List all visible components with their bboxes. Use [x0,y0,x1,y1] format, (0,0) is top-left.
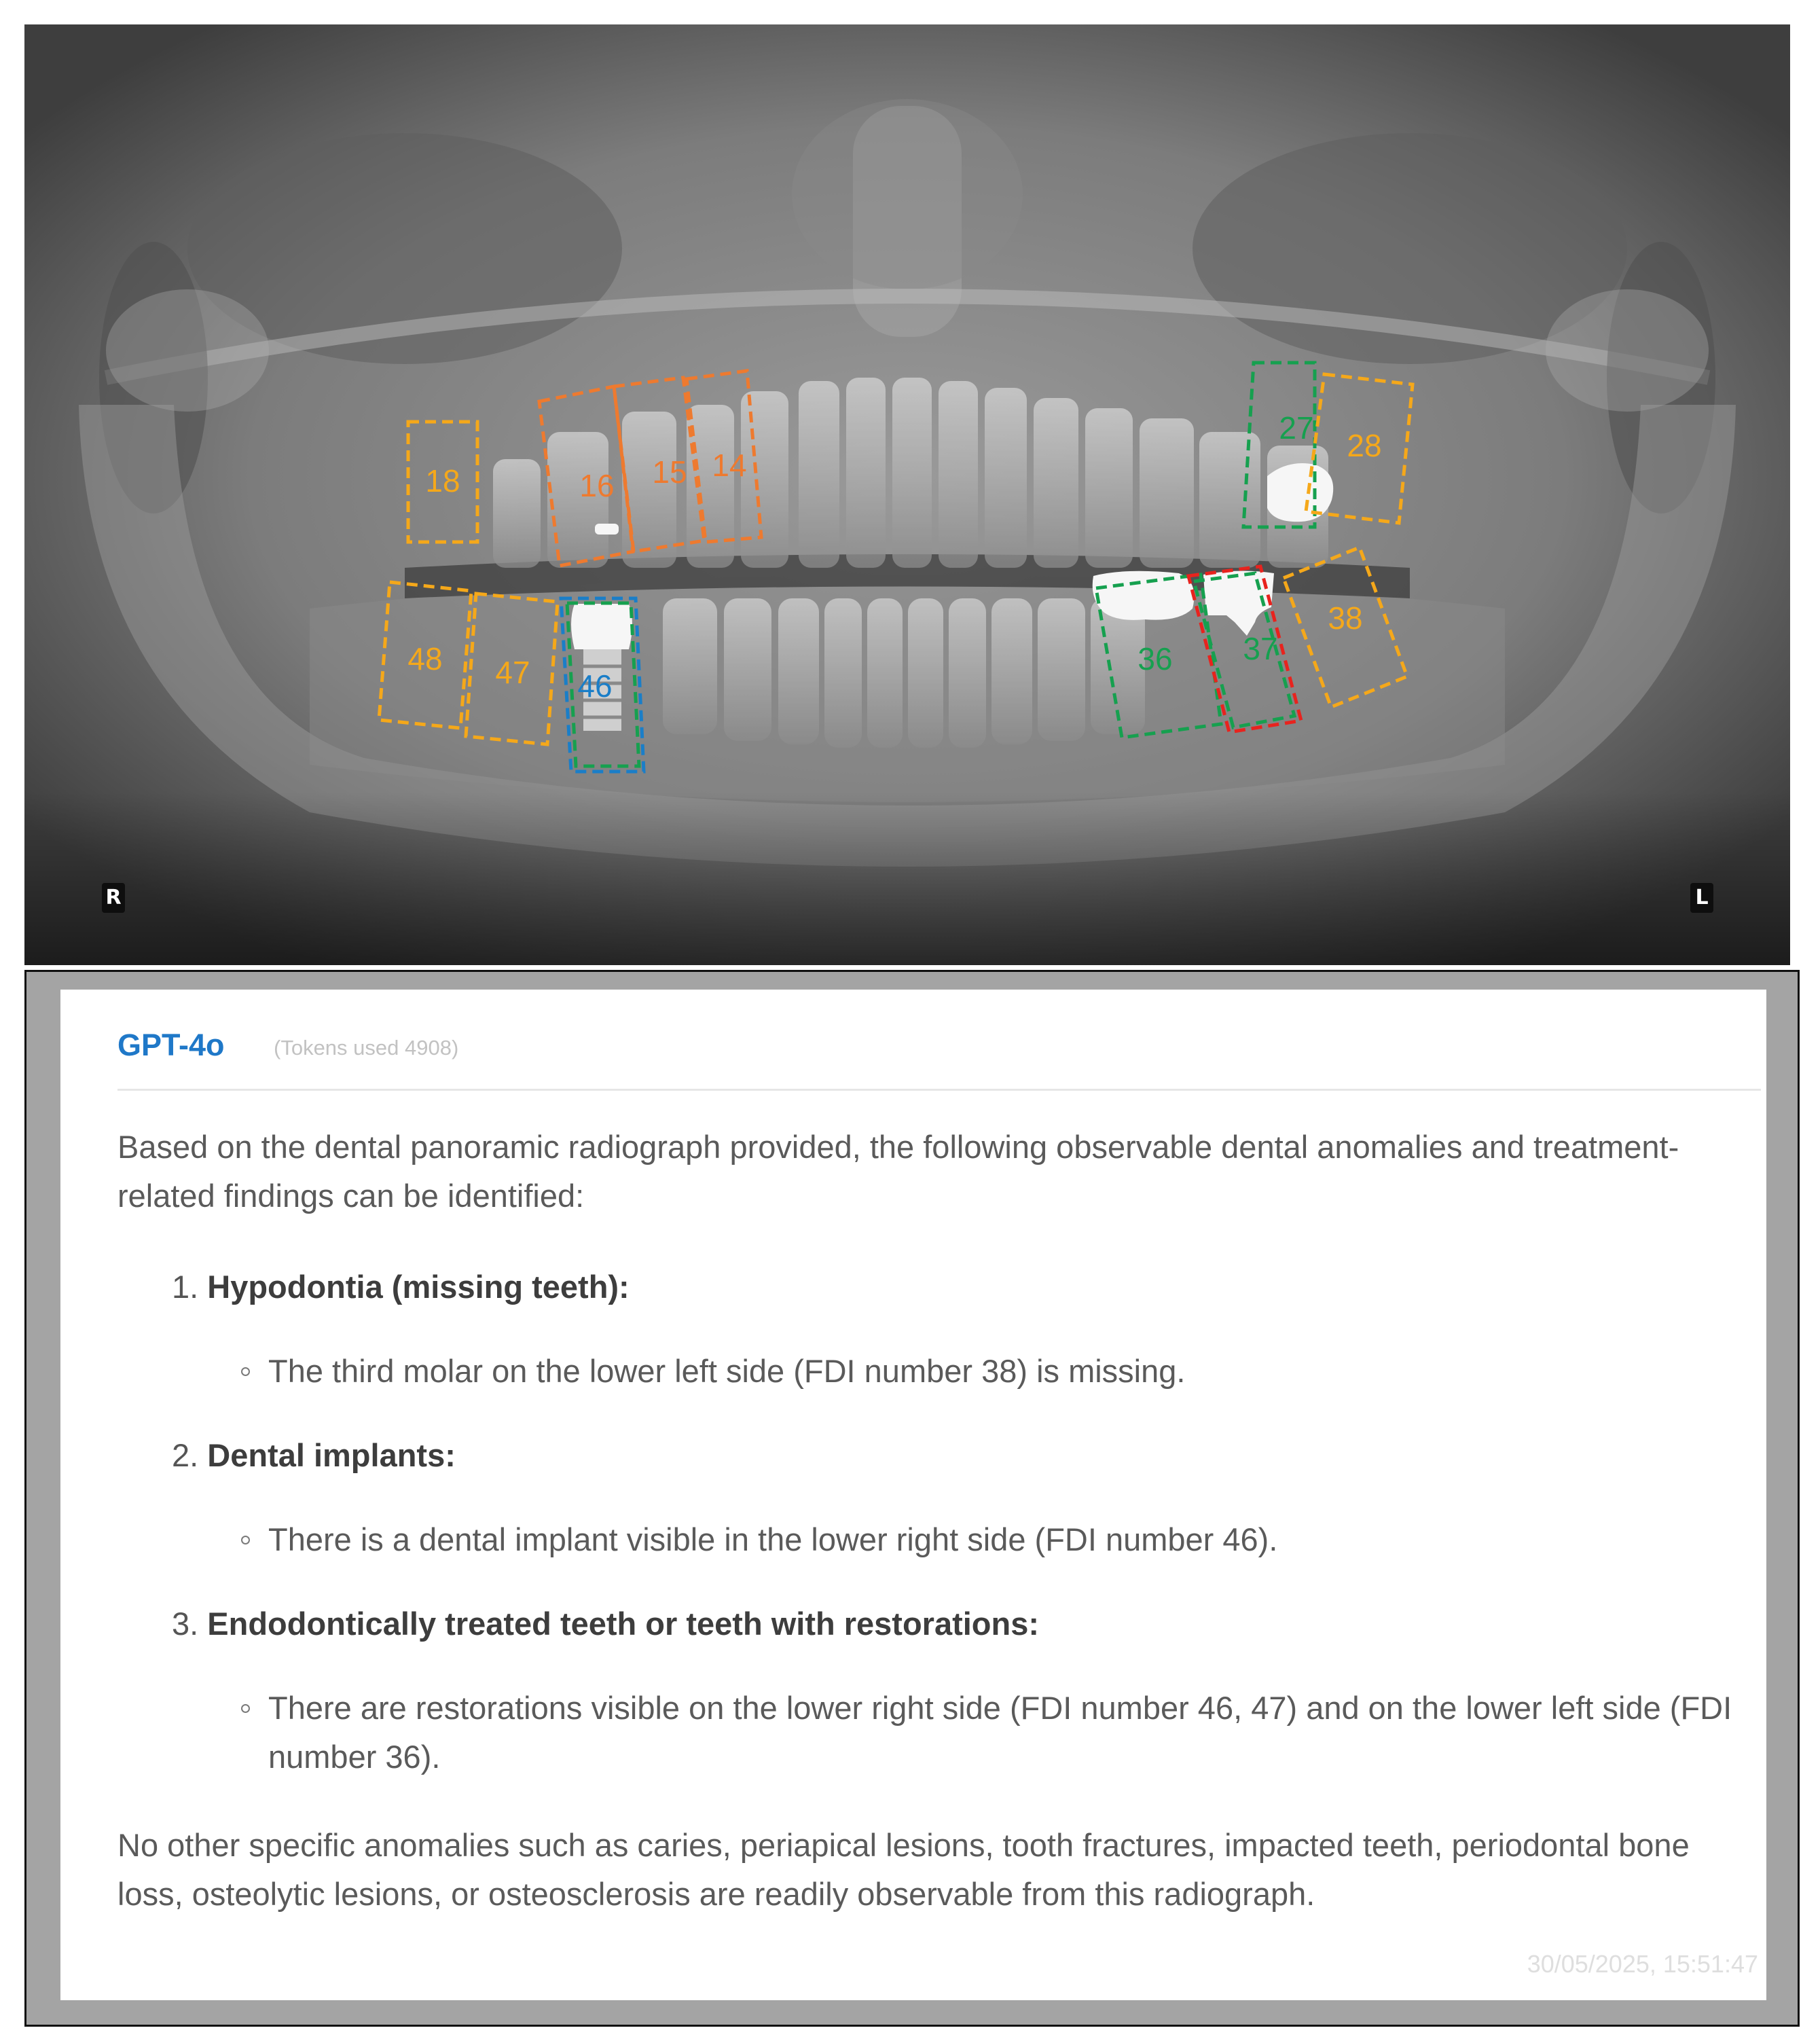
finding-number: 3. [172,1606,199,1642]
bullet-icon [241,1367,250,1376]
label-48: 48 [407,641,443,676]
finding-heading-1 [172,1263,630,1312]
finding-title: Hypodontia (missing teeth): [207,1269,630,1305]
label-14: 14 [712,448,747,483]
label-16: 16 [579,468,615,503]
timestamp: 30/05/2025, 15:51:47 [1527,1950,1758,1978]
label-18: 18 [425,463,460,499]
finding-detail-1 [268,1347,1735,1396]
left-side-marker: L [1690,883,1713,913]
bullet-icon [241,1536,250,1544]
finding-heading-2 [172,1431,456,1480]
finding-detail-text: There are restorations visible on the lower right side (FDI number 46, 47) and on the lower left side (FDI number 36). [268,1690,1732,1775]
label-37: 37 [1243,631,1278,666]
finding-title: Dental implants: [207,1437,456,1473]
bullet-icon [241,1704,250,1713]
response-card [60,990,1766,2000]
label-27: 27 [1279,410,1314,446]
finding-detail-3 [268,1684,1735,1782]
finding-number: 2. [172,1437,199,1473]
tokens-used-label: (Tokens used 4908) [274,1036,459,1060]
label-46: 46 [577,668,613,704]
finding-number: 1. [172,1269,199,1305]
model-name: GPT-4o [117,1028,225,1062]
label-15: 15 [652,454,687,490]
right-side-marker: R [102,883,125,913]
finding-detail-2 [268,1515,1735,1564]
intro-paragraph: Based on the dental panoramic radiograph provided, the following observable dental anomalies and treatment-related findings can be identified: [117,1129,1679,1214]
response-header [117,1028,1766,1068]
response-panel [24,970,1800,2027]
finding-detail-text: There is a dental implant visible in the lower right side (FDI number 46). [268,1521,1278,1557]
finding-detail-text: The third molar on the lower left side (FDI number 38) is missing. [268,1353,1186,1389]
label-38: 38 [1328,600,1363,636]
panoramic-radiograph [24,24,1790,965]
label-28: 28 [1347,428,1382,463]
label-47: 47 [495,655,530,690]
finding-heading-3 [172,1599,1039,1648]
header-divider [117,1089,1761,1091]
label-36: 36 [1138,641,1173,676]
radiograph-image [24,24,1790,965]
closing-paragraph: No other specific anomalies such as caries, periapical lesions, tooth fractures, impacted teeth, periodontal bone loss, osteolytic lesions, or osteosclerosis are readily observable from this radiograph. [117,1827,1690,1912]
finding-title: Endodontically treated teeth or teeth with restorations: [207,1606,1040,1642]
